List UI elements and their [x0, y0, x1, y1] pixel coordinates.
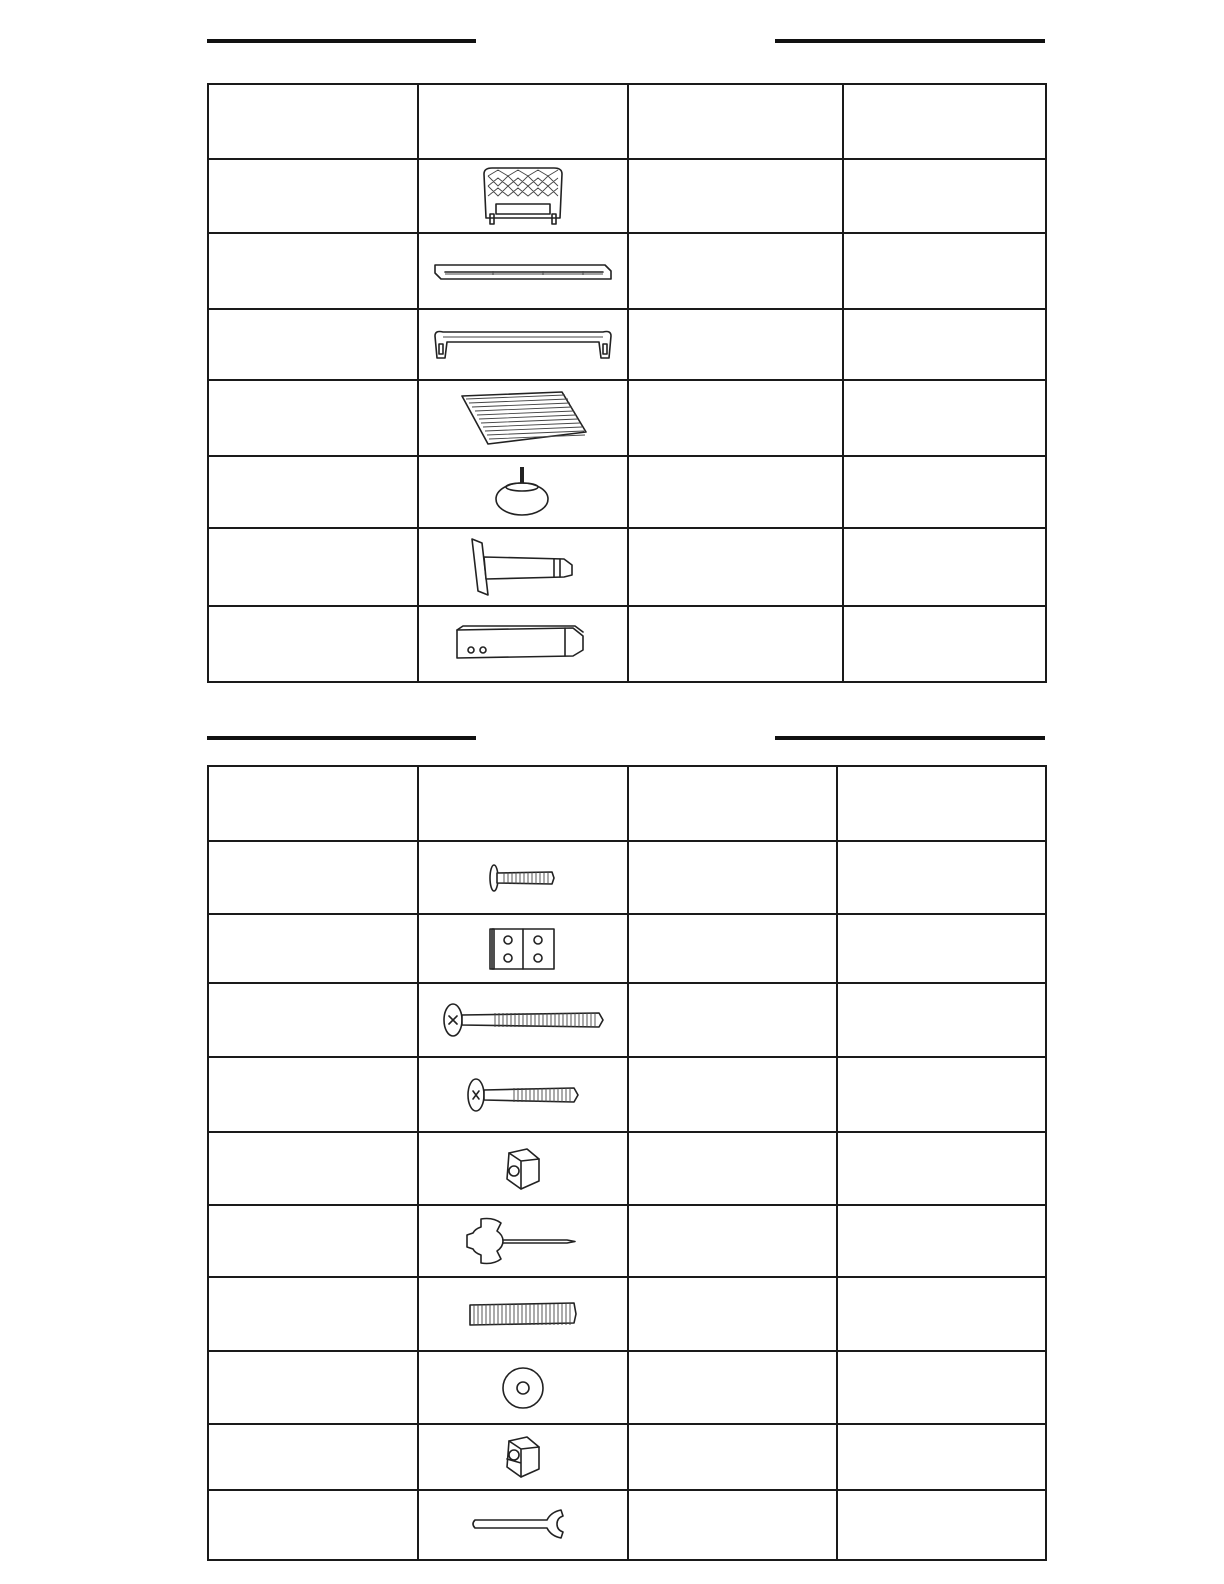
table-cell — [208, 233, 418, 309]
table-cell — [208, 1277, 418, 1351]
table-cell — [837, 841, 1046, 914]
hardware-image-cell — [418, 1424, 628, 1490]
table-cell — [208, 159, 418, 233]
table-cell — [208, 1490, 418, 1560]
parts-header-rule-left — [207, 39, 476, 43]
header-cell — [208, 84, 418, 159]
table-cell — [628, 606, 843, 682]
table-row — [208, 1351, 1046, 1424]
table-cell — [208, 1205, 418, 1277]
table-row — [208, 528, 1046, 606]
header-cell — [208, 766, 418, 841]
table-cell — [837, 1057, 1046, 1132]
table-cell — [208, 1057, 418, 1132]
table-cell — [628, 1424, 837, 1490]
footboard-icon — [433, 328, 613, 362]
table-cell — [837, 1490, 1046, 1560]
hardware-image-cell — [418, 1132, 628, 1205]
part-image-cell — [418, 380, 628, 456]
table-cell — [843, 309, 1046, 380]
table-row — [208, 159, 1046, 233]
hardware-header-rule-left — [207, 736, 476, 740]
connector-plate-icon — [488, 927, 558, 971]
table-row — [208, 456, 1046, 528]
hex-nut-icon — [503, 1147, 543, 1191]
hardware-image-cell — [418, 1277, 628, 1351]
table-cell — [208, 914, 418, 983]
slat-roll-icon — [458, 390, 588, 446]
table-cell — [628, 380, 843, 456]
table-cell — [843, 528, 1046, 606]
table-cell — [843, 233, 1046, 309]
table-cell — [628, 309, 843, 380]
lock-nut-icon — [503, 1435, 543, 1479]
table-row — [208, 983, 1046, 1057]
medium-bolt-icon — [466, 1075, 580, 1115]
table-cell — [628, 1277, 837, 1351]
table-cell — [628, 233, 843, 309]
washer-icon — [501, 1366, 545, 1410]
table-cell — [843, 456, 1046, 528]
part-image-cell — [418, 528, 628, 606]
table-cell — [837, 1277, 1046, 1351]
table-cell — [837, 914, 1046, 983]
table-cell — [208, 1424, 418, 1490]
table-row — [208, 914, 1046, 983]
threaded-rod-icon — [468, 1299, 578, 1329]
table-row — [208, 1057, 1046, 1132]
table-cell — [208, 528, 418, 606]
hardware-image-cell — [418, 983, 628, 1057]
short-bolt-icon — [488, 862, 558, 894]
table-cell — [837, 1351, 1046, 1424]
header-cell — [837, 766, 1046, 841]
table-cell — [628, 159, 843, 233]
hardware-image-cell — [418, 1490, 628, 1560]
table-cell — [208, 380, 418, 456]
table-row — [208, 1277, 1046, 1351]
round-foot-icon — [493, 467, 553, 517]
table-cell — [208, 1132, 418, 1205]
hardware-header-row — [208, 766, 1046, 841]
table-cell — [843, 159, 1046, 233]
table-cell — [208, 841, 418, 914]
long-bolt-icon — [441, 1001, 605, 1039]
parts-header-rule-right — [775, 39, 1045, 43]
part-image-cell — [418, 606, 628, 682]
part-image-cell — [418, 309, 628, 380]
part-image-cell — [418, 159, 628, 233]
side-rail-icon — [433, 259, 613, 283]
hardware-image-cell — [418, 914, 628, 983]
table-cell — [837, 983, 1046, 1057]
table-row — [208, 1132, 1046, 1205]
table-cell — [628, 1351, 837, 1424]
hardware-image-cell — [418, 1205, 628, 1277]
table-cell — [208, 309, 418, 380]
screwdriver-icon — [467, 1217, 579, 1265]
table-row — [208, 1205, 1046, 1277]
table-row — [208, 1490, 1046, 1560]
parts-table — [207, 83, 1047, 683]
hardware-image-cell — [418, 1057, 628, 1132]
wrench-icon — [471, 1510, 575, 1540]
table-cell — [208, 983, 418, 1057]
parts-header-row — [208, 84, 1046, 159]
table-cell — [843, 606, 1046, 682]
table-row — [208, 380, 1046, 456]
table-cell — [208, 606, 418, 682]
table-row — [208, 233, 1046, 309]
table-cell — [628, 983, 837, 1057]
table-cell — [837, 1424, 1046, 1490]
part-image-cell — [418, 233, 628, 309]
header-cell — [628, 766, 837, 841]
table-cell — [628, 1132, 837, 1205]
table-cell — [843, 380, 1046, 456]
hardware-table — [207, 765, 1047, 1561]
headboard-icon — [478, 166, 568, 226]
table-cell — [628, 1057, 837, 1132]
table-cell — [628, 1205, 837, 1277]
table-cell — [628, 1490, 837, 1560]
table-cell — [628, 914, 837, 983]
table-cell — [837, 1132, 1046, 1205]
hardware-image-cell — [418, 1351, 628, 1424]
table-row — [208, 309, 1046, 380]
center-beam-icon — [453, 624, 593, 664]
hardware-header-rule-right — [775, 736, 1045, 740]
support-leg-bracket-icon — [468, 537, 578, 597]
table-cell — [837, 1205, 1046, 1277]
header-cell — [628, 84, 843, 159]
table-row — [208, 1424, 1046, 1490]
table-row — [208, 841, 1046, 914]
table-cell — [628, 841, 837, 914]
table-cell — [208, 1351, 418, 1424]
table-cell — [208, 456, 418, 528]
table-cell — [628, 528, 843, 606]
header-cell — [418, 84, 628, 159]
part-image-cell — [418, 456, 628, 528]
header-cell — [843, 84, 1046, 159]
table-cell — [628, 456, 843, 528]
header-cell — [418, 766, 628, 841]
table-row — [208, 606, 1046, 682]
hardware-image-cell — [418, 841, 628, 914]
